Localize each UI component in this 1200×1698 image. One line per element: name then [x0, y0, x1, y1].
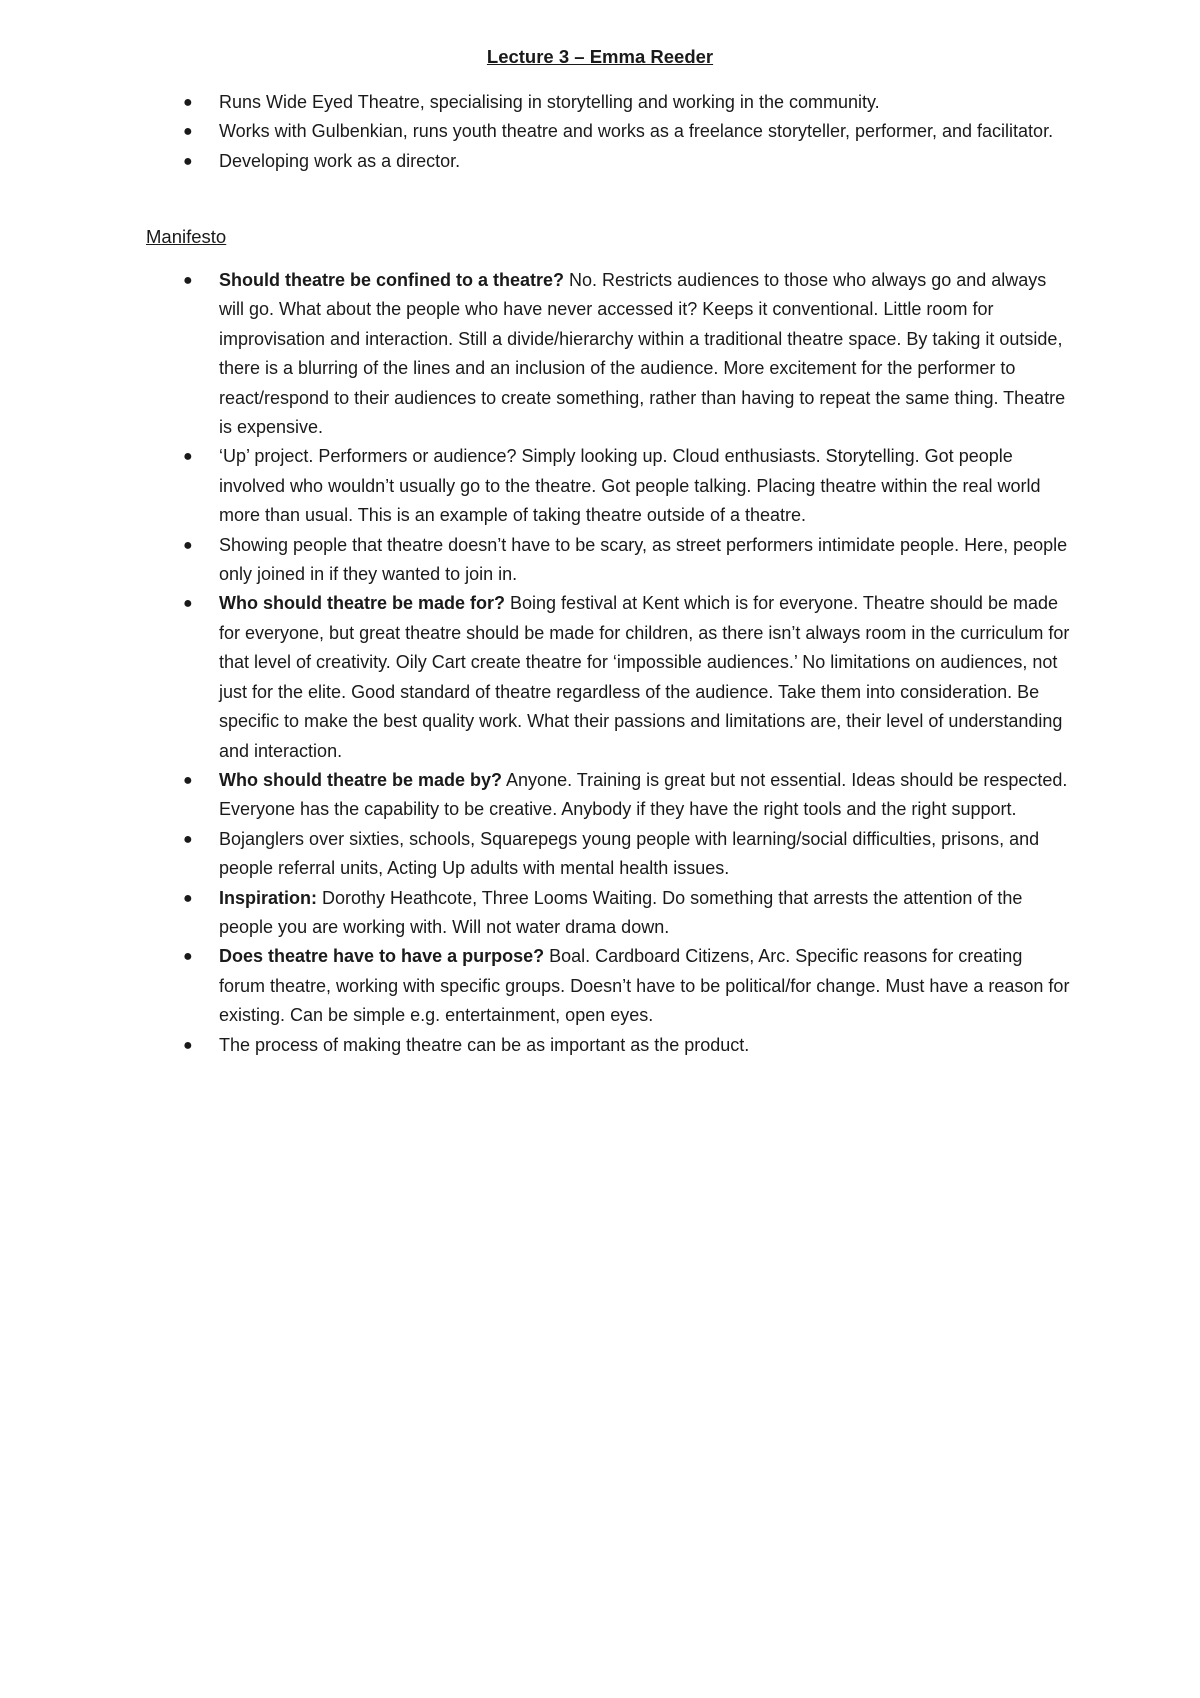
bullet-icon: ● — [183, 152, 193, 170]
manifesto-list — [0, 266, 1073, 1060]
list-item-question: Inspiration: — [219, 887, 317, 908]
list-item-text: Bojanglers over sixties, schools, Squarepegs young people with learning/social difficulties, prisons, and people referral units, Acting Up adults with mental health issues. — [219, 828, 1040, 879]
list-item-text: Boing festival at Kent which is for everyone. Theatre should be made for everyone, but great theatre should be made for children, as there isn’t always room in the curriculum for that level of creativity. Oily Cart create theatre for ‘impossible audiences.’ No limitations on audiences, not just for the elite. Good standard of theatre regardless of the audience. Take them into consideration. Be specific to make the best quality work. What their passions and limitations are, their level of understanding and interaction. — [219, 593, 1070, 761]
list-item-text: ‘Up’ project. Performers or audience? Simply looking up. Cloud enthusiasts. Storytelling. Got people involved who wouldn’t usually go to the theatre. Got people talking. Placing theatre within the real world more than usual. This is an example of taking theatre outside of a theatre. — [219, 446, 1041, 526]
list-item — [0, 531, 1073, 590]
list-item — [0, 825, 1073, 884]
list-item-question: Who should theatre be made by? — [219, 769, 503, 790]
list-item-text: Showing people that theatre doesn’t have to be scary, as street performers intimidate people. Here, people only joined in if they wanted to join in. — [219, 534, 1068, 585]
list-item — [0, 884, 1073, 943]
list-item-question: Does theatre have to have a purpose? — [219, 946, 545, 967]
list-item — [0, 766, 1073, 825]
bullet-icon: ● — [183, 123, 193, 141]
list-item — [0, 589, 1073, 765]
bullet-icon: ● — [183, 272, 193, 289]
list-item-question: Should theatre be confined to a theatre? — [219, 270, 565, 290]
list-item-text: Boal. Cardboard Citizens, Arc. Specific reasons for creating forum theatre, working with specific groups. Doesn’t have to be political/for change. Must have a reason for existing. Can be simple e.g. entertainment, open eyes. — [219, 946, 1070, 1026]
list-item-text: Developing work as a director. — [219, 150, 461, 171]
list-item-text: Anyone. Training is great but not essential. Ideas should be respected. Everyone has the capability to be creative. Anybody if they have the right tools and the right support. — [219, 769, 1068, 820]
manifesto-heading: Manifesto — [146, 226, 227, 247]
bullet-icon: ● — [183, 595, 193, 613]
list-item-text: Runs Wide Eyed Theatre, specialising in storytelling and working in the community. — [219, 92, 880, 112]
list-item — [0, 942, 1073, 1030]
list-item — [0, 266, 1073, 442]
page-title: Lecture 3 – Emma Reeder — [486, 46, 714, 67]
bullet-icon: ● — [183, 536, 193, 554]
bullet-icon: ● — [183, 94, 193, 111]
list-item-text: Works with Gulbenkian, runs youth theatre and works as a freelance storyteller, performer, and facilitator. — [219, 121, 1054, 142]
list-item — [0, 117, 1073, 146]
list-item-text: Dorothy Heathcote, Three Looms Waiting. Do something that arrests the attention of the people you are working with. Will not water drama down. — [219, 887, 1023, 937]
bullet-icon: ● — [183, 889, 193, 907]
list-item-text: No. Restricts audiences to those who always go and always will go. What about the people who have never accessed it? Keeps it conventional. Little room for improvisation and interaction. Still a divide/hierarchy within a traditional theatre space. By taking it outside, there is a blurring of the lines and an inclusion of the audience. More excitement for the performer to react/respond to their audiences to create something, rather than having to repeat the same thing. Theatre is expensive. — [219, 270, 1066, 438]
bullet-icon: ● — [183, 1036, 193, 1054]
list-item — [0, 88, 1073, 117]
bullet-icon: ● — [183, 448, 193, 466]
bullet-icon: ● — [183, 948, 193, 966]
bullet-icon: ● — [183, 771, 193, 789]
intro-list — [0, 88, 1073, 176]
list-item-text: The process of making theatre can be as important as the product. — [219, 1034, 750, 1055]
list-item — [0, 147, 1073, 176]
list-item — [0, 442, 1073, 530]
list-item-question: Who should theatre be made for? — [219, 593, 506, 614]
list-item — [0, 1031, 1073, 1060]
bullet-icon: ● — [183, 830, 193, 848]
